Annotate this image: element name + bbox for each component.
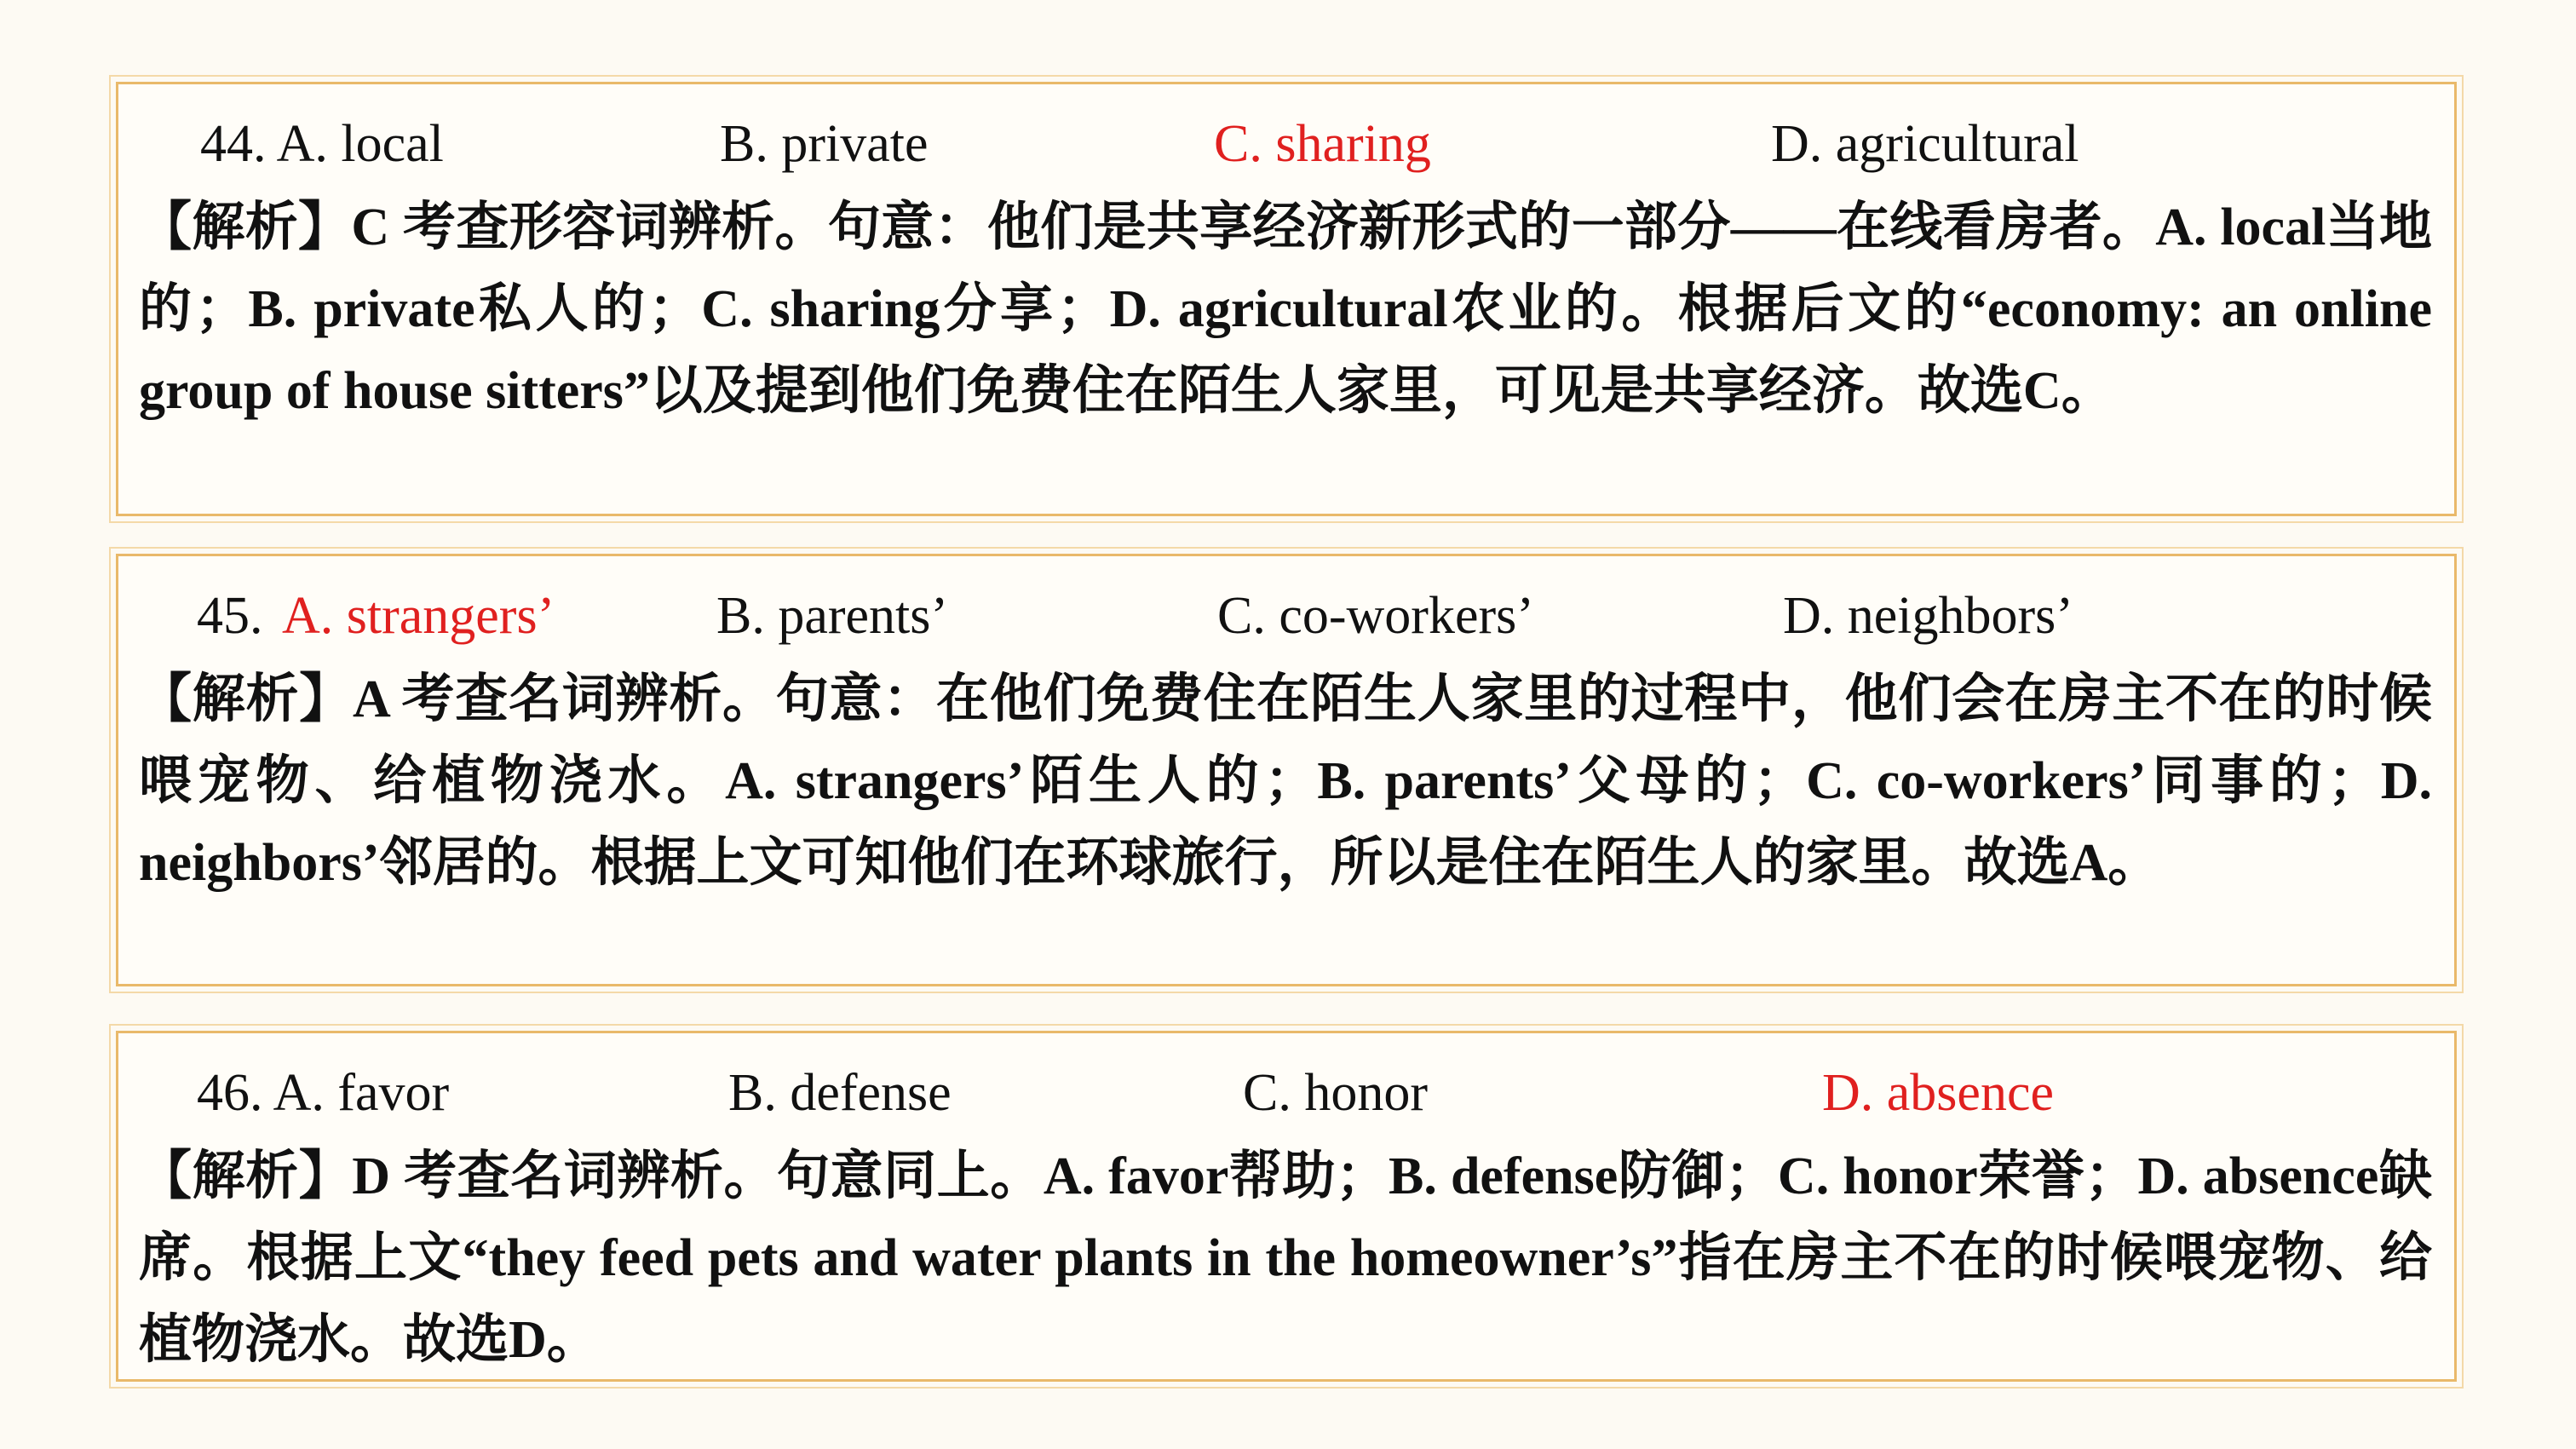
question-46-analysis: 【解析】D 考查名词辨析。句意同上。A. favor帮助；B. defense防御；C. honor荣誉；D. absence缺席。根据上文“they feed pets and water plants in the homeowner’s”指在房主不在的时候喂宠物、给植物浇水。故选D。 [139,1147,2432,1369]
option-a-number: 45. [197,587,263,645]
option-d: D. neighbors’ [1783,587,2073,645]
option-b: B. private [720,115,929,173]
option-a: 46. A. favor [197,1064,450,1122]
question-46-box [116,1031,2457,1382]
option-a-correct: A. strangers’ [282,587,555,645]
option-d: D. agricultural [1771,115,2079,173]
question-45-options [118,582,2454,650]
question-44-box [116,82,2457,516]
question-45-box [116,554,2457,986]
option-c-correct: C. sharing [1214,115,1431,173]
option-c: C. co-workers’ [1217,587,1534,645]
question-44-options [118,110,2454,178]
option-d-correct: D. absence [1822,1064,2054,1122]
question-45-analysis: 【解析】A 考查名词辨析。句意：在他们免费住在陌生人家里的过程中，他们会在房主不在的时候喂宠物、给植物浇水。A. strangers’陌生人的；B. parents’父母的；C. co-workers’同事的；D. neighbors’邻居的。根据上文可知他们在环球旅行，所以是住在陌生人的家里。故选A。 [139,670,2432,892]
question-44-analysis: 【解析】C 考查形容词辨析。句意：他们是共享经济新形式的一部分——在线看房者。A. local当地的；B. private私人的；C. sharing分享；D. agricultural农业的。根据后文的“economy: an online group of house sitters”以及提到他们免费住在陌生人家里，可见是共享经济。故选C。 [139,198,2432,420]
option-a: 44. A. local [200,115,444,173]
question-46-options [118,1059,2454,1127]
option-b: B. defense [728,1064,952,1122]
option-b: B. parents’ [716,587,949,645]
option-c: C. honor [1243,1064,1428,1122]
